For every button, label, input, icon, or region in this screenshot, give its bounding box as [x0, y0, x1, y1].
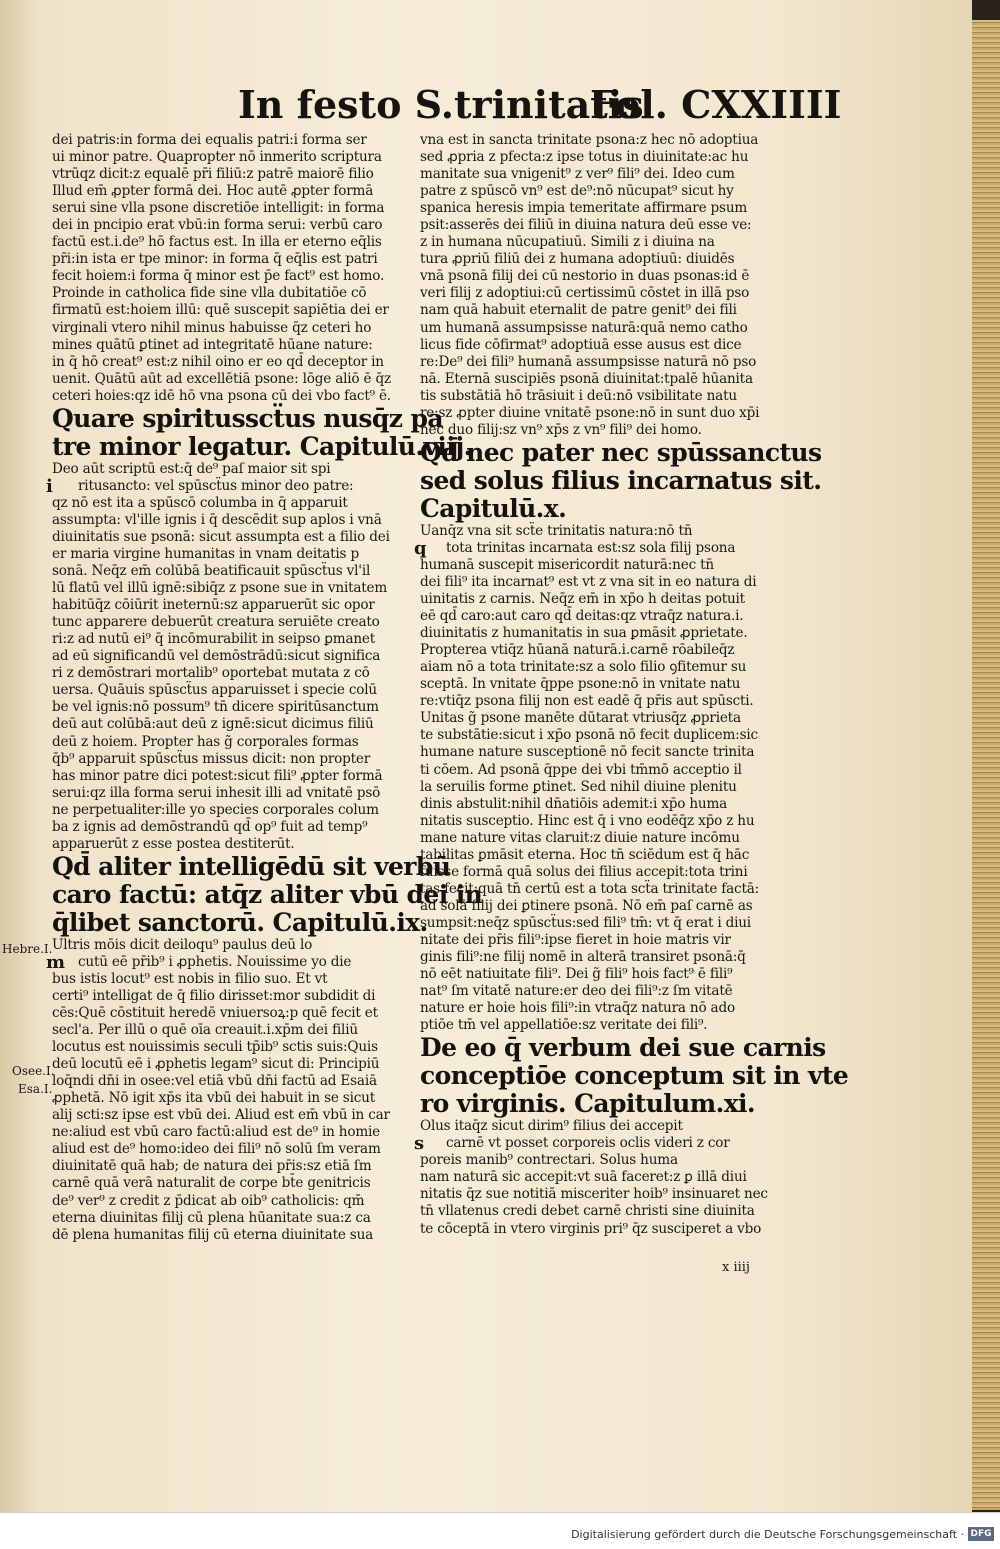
- text-line: tn̄ vllatenus credi debet carnē christi sine diuinita: [420, 1203, 755, 1220]
- text-line: te substātie:sicut i xp̄o psonā nō fecit duplicem:sic: [420, 727, 758, 744]
- text-line: carnē quā verā naturalit de corpe bt̄e genitricis: [52, 1175, 371, 1192]
- chapter-heading: caro factū: atq̄z aliter vbū dei in: [52, 879, 483, 909]
- text-line: eē qd̄ caro:aut caro qd̄ deitas:qz vtraq̄z natura.i.: [420, 608, 744, 625]
- text-line: uenit. Quātū aūt ad excellētiā psone: lōge aliō ē q̄z: [52, 370, 391, 387]
- text-line: Deo aūt scriptū est:q̄ de⁹ paſ maior sit spi: [52, 460, 331, 477]
- text-line: serui sine vlla psone discretiōe intelligit: in forma: [52, 200, 385, 217]
- text-line: veri filij z adoptiui:cū certissimū cōstet in illā pso: [420, 285, 750, 302]
- chapter-heading: Capitulū.x.: [420, 493, 567, 523]
- text-line: licus fide cōfirmat⁹ adoptiuā esse ausus est dice: [420, 336, 742, 353]
- text-line: re:vtiq̄z psona filij non est eadē q̄ pr̄is aut spūscti.: [420, 693, 754, 710]
- text-line: Ultris mōis dicit deiloqu⁹ paulus deū lo: [52, 936, 313, 953]
- text-line: aliud est de⁹ homo:ideo dei fili⁹ nō solū ſm veram: [52, 1141, 381, 1158]
- text-line: uersa. Quāuis spūscẗus apparuisset i specie colū: [52, 682, 377, 699]
- text-line: locutus est nouissimis seculi tp̄ib⁹ sctis suis:Quis: [52, 1039, 378, 1056]
- funding-credit: Digitalisierung gefördert durch die Deutsche Forschungsgemeinschaft ·: [571, 1528, 964, 1541]
- text-line: um humanā assumpsisse naturā:quā nemo catho: [420, 319, 748, 336]
- text-line: z in humana nūcupatiuū. Simili z i diuina na: [420, 234, 715, 251]
- text-line: lū flatū vel illū ignē:sibiq̄z z psone sue in vnitatem: [52, 580, 388, 597]
- text-line: tura ꝓpriū filiū dei z humana adoptiuū: diuidēs: [420, 251, 735, 268]
- text-line: mane nature vitas claruit:z diuie nature incōmu: [420, 829, 740, 846]
- text-line: humane nature susceptionē nō fecit sancte trinita: [420, 744, 755, 761]
- text-line: nitatis susceptio. Hinc est q̄ i vno eodēq̄z xp̄o z hu: [420, 812, 755, 829]
- text-line: firmatū est:hoiem illū: quē suscepit sapiētia dei er: [52, 302, 389, 319]
- text-line: qz nō est ita a spūscō columba in q̄ apparuit: [52, 494, 348, 511]
- marginal-note: Osee.I.: [12, 1064, 55, 1078]
- chapter-heading: sed solus filius incarnatus sit.: [420, 465, 822, 495]
- text-line: fecit hoiem:i forma q̄ minor est p̄e fact⁹ est homo.: [52, 268, 385, 285]
- text-line: Propterea vtiq̄z hūanā naturā.i.carnē rōabileq̄z: [420, 642, 735, 659]
- text-line: diuinitatis z humanitatis in sua ꝑmāsit ꝓprietate.: [420, 625, 748, 642]
- text-line: poreis manib⁹ contrectari. Solus huma: [420, 1152, 678, 1169]
- running-head-title: In festo S.trinitatis: [238, 82, 644, 127]
- text-line: q tota trinitas incarnata est:sz sola filij psona: [414, 537, 736, 559]
- marginal-note: Hebre.I.: [2, 942, 53, 956]
- text-line: er maria virgine humanitas in vnam deitatis p: [52, 545, 359, 562]
- chapter-heading: tre minor legatur. Capitulū.viij.: [52, 431, 472, 461]
- text-line: patre z spūscō vn⁹ est de⁹:nō nūcupat⁹ sicut hy: [420, 183, 734, 200]
- text-line: diuinitatis sue psonā: sicut assumpta est a filio dei: [52, 528, 390, 545]
- text-line: ad solā filij dei ꝑtinere psonā. Nō em̄ paſ carnē as: [420, 897, 753, 914]
- text-line: s carnē vt posset corporeis oclis videri z cor: [414, 1133, 730, 1155]
- text-line: ceteri hoies:qz idē hō vna psona cū dei vbo fact⁹ ē.: [52, 387, 391, 404]
- text-column-left: [46, 132, 483, 1244]
- text-line: Proinde in catholica fide sine vlla dubitatiōe cō: [52, 285, 367, 302]
- text-line: sceptā. In vnitate q̄ppe psone:nō in vnitate natu: [420, 676, 741, 693]
- text-line: alij scti:sz ipse est vbū dei. Aliud est em̄ vbū in car: [52, 1107, 390, 1124]
- text-line: has minor patre dici potest:sicut fili⁹ ꝓpter formā: [52, 767, 383, 784]
- text-line: mines quātū ꝑtinet ad integritatē hūane nature:: [52, 336, 373, 353]
- text-line: uinitatis z carnis. Neq̄z em̄ in xp̄o h deitas potuit: [420, 591, 745, 608]
- page-fore-edge: [972, 20, 1000, 1510]
- text-line: deū locutū eē i ꝓphetis legam⁹ sicut di: Principiū: [52, 1056, 380, 1073]
- initial-guide-letter: i: [46, 475, 53, 497]
- text-line: dē plena humanitas filij cū eterna diuinitate sua: [52, 1226, 374, 1243]
- text-line: bus istis locut⁹ est nobis in filio suo. Et vt: [52, 970, 328, 987]
- text-line: serui:qz illa forma serui inhesit illi ad vnitatē psō: [52, 784, 381, 801]
- text-line: in q̄ hō creat⁹ est:z nihil oino er eo qd̄ deceptor in: [52, 353, 384, 370]
- text-line: ad eū significandū vel demōstrādū:sicut significa: [52, 648, 381, 665]
- text-line: psit:asserēs dei filiū in diuina natura deū esse ve:: [420, 217, 752, 234]
- text-line: diuinitatē quā hab; de natura dei pr̄is:sz etiā ſm: [52, 1158, 372, 1175]
- text-line: nitatis q̄z sue notitiā misceriter hoib⁹ insinuaret nec: [420, 1186, 768, 1203]
- initial-guide-letter: s: [414, 1133, 424, 1155]
- text-line: virginali vtero nihil minus habuisse q̄z ceteri ho: [52, 319, 372, 336]
- text-line: assumpta: vl'ille ignis i q̄ descēdit sup aplos i vnā: [52, 511, 382, 528]
- text-line: tunc apparere debuerūt creatura seruiēte creato: [52, 614, 380, 631]
- text-line: nitate dei pr̄is fili⁹:ipse fieret in hoie matris vir: [420, 931, 731, 948]
- text-line: dinis abstulit:nihil dn̄atiōis ademit:i xp̄o huma: [420, 795, 728, 812]
- text-line: re:sz ꝓpter diuine vnitatē psone:nō in sunt duo xp̄i: [420, 404, 760, 421]
- chapter-heading: q̄libet sanctorū. Capitulū.ix.: [52, 907, 428, 937]
- text-line: re:De⁹ dei fili⁹ humanā assumpsisse naturā nō pso: [420, 353, 757, 370]
- chapter-heading: ro virginis. Capitulum.xi.: [420, 1089, 756, 1119]
- text-line: habitūq̄z cōiūrit ineternū:sz apparuerūt sic opor: [52, 597, 375, 614]
- text-line: Uanq̄z vna sit scẗe trinitatis natura:nō tn̄: [420, 522, 693, 539]
- text-line: de⁹ ver⁹ z credit z p̄dicat ab oib⁹ catholicis: qm̄: [52, 1192, 365, 1209]
- text-line: ti cōem. Ad psonā q̄ppe dei vbi tm̄mō acceptio il: [420, 761, 742, 778]
- text-line: secl'a. Per illū o quē oīa creauit.i.xp̄m dei filiū: [52, 1022, 358, 1039]
- text-line: nam naturā sic accepit:vt suā faceret:z ꝑ illā diui: [420, 1169, 747, 1186]
- text-line: manitate sua vnigenit⁹ z ver⁹ fili⁹ dei. Ideo cum: [420, 166, 735, 183]
- text-line: Olus itaq̄z sicut dirim⁹ filius dei accepit: [420, 1118, 683, 1135]
- text-line: dei patris:in forma dei equalis patri:i forma ser: [52, 132, 367, 148]
- text-line: fuisse formā quā solus dei filius accepit:tota trini: [420, 863, 748, 880]
- text-line: spanica heresis impia temeritate affirmare psum: [420, 200, 748, 217]
- text-line: dei fili⁹ ita incarnat⁹ est vt z vna sit in eo natura di: [420, 573, 757, 590]
- text-line: nō eēt natiuitate fili⁹. Dei g̃ fili⁹ hois fact⁹ ē fili⁹: [420, 966, 733, 983]
- text-line: sumpsit:neq̄z spūscẗus:sed fili⁹ tm̄: vt q̄ erat i diui: [420, 914, 751, 931]
- text-line: factū est.i.de⁹ hō factus est. In illa er eterno eq̄lis: [52, 234, 382, 251]
- chapter-heading: De eo q̄ verbum dei sue carnis: [420, 1033, 826, 1063]
- signature-mark: x iiij: [722, 1260, 750, 1275]
- text-line: ptiōe tm̄ vel appellatiōe:sz veritate dei fili⁹.: [420, 1017, 708, 1034]
- text-line: te cōceptā in vtero virginis pri⁹ q̄z susciperet a vbo: [420, 1220, 762, 1237]
- text-line: nam quā habuit eternalit de patre genit⁹ dei fili: [420, 302, 737, 319]
- text-line: vna est in sancta trinitate psona:z hec nō adoptiua: [420, 132, 759, 148]
- text-line: ri z demōstrari mortalib⁹ oportebat mutata z cō: [52, 665, 370, 682]
- text-line: apparuerūt z esse postea destiterūt.: [52, 835, 295, 852]
- text-line: sonā. Neq̄z em̄ colūbā beatificauit spūscẗus vl'il: [52, 563, 371, 580]
- text-line: ne perpetualiter:ille yo species corporales colum: [52, 801, 379, 818]
- text-line: Illud em̄ ꝓpter formā dei. Hoc autē ꝓpter formā: [52, 183, 374, 200]
- chapter-heading: Qd̄ nec pater nec spūssanctus: [420, 437, 822, 467]
- text-line: be vel ignis:nō possum⁹ tn̄ dicere spiritūsanctum: [52, 699, 379, 716]
- folio-number: Fol. CXXIIII: [590, 82, 842, 127]
- chapter-heading: Quare spiritusscẗus nusq̄z pa: [52, 403, 443, 433]
- marginal-note: Esa.I.: [18, 1082, 53, 1096]
- text-line: ba z ignis ad demōstrandū qd̄ op⁹ fuit ad temp⁹: [52, 818, 368, 835]
- chapter-heading: conceptiōe conceptum sit in vte: [420, 1061, 849, 1091]
- text-line: Unitas g̃ psone manēte dūtarat vtriusq̄z ꝓprieta: [420, 710, 741, 727]
- text-line: la seruilis forme ꝑtinet. Sed nihil diuine plenitu: [420, 778, 737, 795]
- text-line: m cutū eē pr̄ib⁹ i ꝓphetis. Nouissime yo die: [46, 951, 352, 973]
- text-line: tis substātiā hō trāsiuit i deū:nō vsibilitate natu: [420, 387, 737, 404]
- text-line: deū aut colūbā:aut deū z ignē:sicut dicimus filiū: [52, 716, 374, 733]
- text-line: ui minor patre. Quapropter nō inmerito scriptura: [52, 149, 382, 166]
- text-line: nā. Eternā suscipiēs psonā diuinitat:tpalē hūanita: [420, 370, 753, 387]
- text-line: ꝓphetā. Nō igit xp̄s ita vbū dei habuit in se sicut: [52, 1090, 375, 1107]
- text-line: nec duo filij:sz vn⁹ xp̄s z vn⁹ fili⁹ dei homo.: [420, 421, 702, 438]
- text-line: ne:aliud est vbū caro factū:aliud est de⁹ in homie: [52, 1124, 381, 1141]
- text-line: cēs:Quē cōstituit heredē vniuersoꝝ:p quē fecit et: [52, 1005, 378, 1022]
- text-column-right: [414, 132, 849, 1238]
- text-line: humanā suscepit misericordit naturā:nec tn̄: [420, 556, 714, 573]
- text-line: deū z hoiem. Propter has g̃ corporales formas: [52, 733, 359, 750]
- text-line: pr̄i:in ista er tpe minor: in forma q̄ eq̄lis est patri: [52, 251, 378, 268]
- dfg-logo: DFG: [968, 1527, 994, 1541]
- text-line: eterna diuinitas filij cū plena hūanitate sua:z ca: [52, 1209, 371, 1226]
- text-line: sed ꝓpria z pfecta:z ipse totus in diuinitate:ac hu: [420, 149, 749, 166]
- text-line: nat⁹ ſm vitatē nature:er deo dei fili⁹:z ſm vitatē: [420, 983, 733, 1000]
- text-line: tabilitas ꝑmāsit eterna. Hoc tn̄ sciēdum est q̄ hāc: [420, 846, 750, 863]
- initial-guide-letter: m: [46, 951, 65, 973]
- text-line: certi⁹ intelligat de q̄ filio dirisset:mor subdidit di: [52, 987, 376, 1004]
- text-line: i ritusancto: vel spūscẗus minor deo patre:: [46, 475, 354, 497]
- text-line: aiam nō a tota trinitate:sz a solo filio ꝯfitemur su: [420, 659, 747, 676]
- text-line: q̄b⁹ apparuit spūscẗus missus dicit: non propter: [52, 750, 371, 767]
- initial-guide-letter: q: [414, 537, 427, 559]
- text-line: vnā psonā filij dei cū nestorio in duas psonas:id ē: [420, 268, 750, 285]
- text-line: tas fecit:quā tn̄ certū est a tota scẗa trinitate factā:: [420, 880, 760, 897]
- text-line: vtrūqz dicit:z equalē pr̄i filiū:z patrē maiorē filio: [52, 166, 374, 183]
- text-line: nature er hoie hois fili⁹:in vtraq̄z natura nō ado: [420, 1000, 735, 1017]
- chapter-heading: Qd̄ aliter intelligēdū sit verbū: [52, 851, 451, 881]
- text-line: ri:z ad nutū ei⁹ q̄ incōmurabilit in seipso ꝑmanet: [52, 631, 376, 648]
- text-line: dei in pncipio erat vbū:in forma serui: verbū caro: [52, 217, 383, 234]
- text-line: loq̄ndi dn̄i in osee:vel etiā vbū dn̄i factū ad Esaiā: [52, 1073, 377, 1090]
- text-line: ginis fili⁹:ne filij nomē in alterā transiret psonā:q̄: [420, 949, 746, 966]
